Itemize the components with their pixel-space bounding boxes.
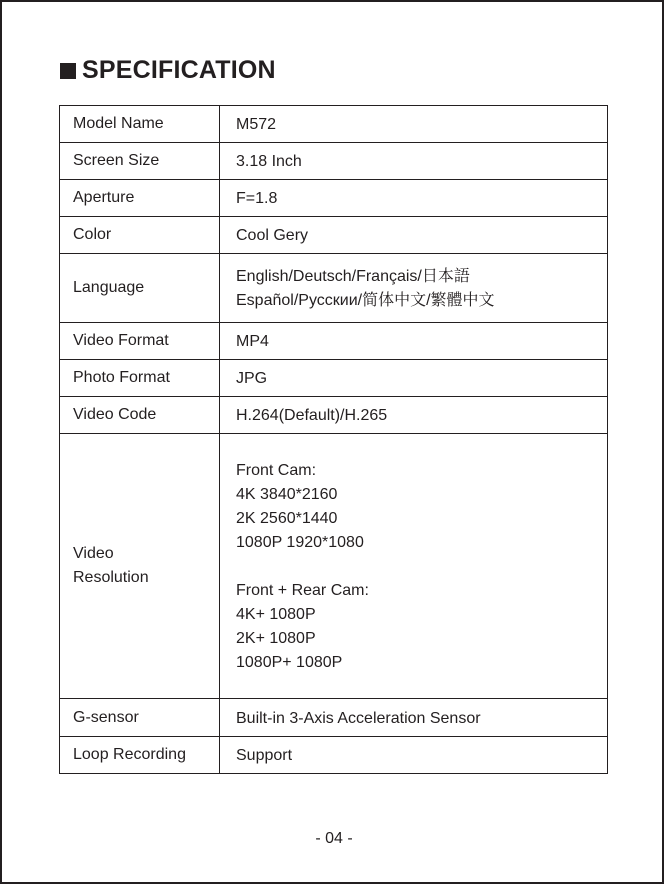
bullet-square-icon [60, 63, 76, 79]
spec-label: Video Code [60, 397, 220, 434]
language-line: Español/Русскии/简体中文/繁體中文 [236, 292, 495, 309]
spec-label: G-sensor [60, 699, 220, 737]
spec-row-language [60, 254, 608, 323]
spec-row-video-format [60, 323, 608, 360]
spec-label: Screen Size [60, 143, 220, 180]
page-number: - 04 - [315, 830, 353, 847]
spec-label: Loop Recording [60, 737, 220, 774]
spec-label: Language [60, 254, 220, 323]
spec-value: Cool Gery [220, 217, 608, 254]
resolution-item: 2K+ 1080P [236, 630, 316, 647]
resolution-item: 1080P+ 1080P [236, 654, 343, 671]
spec-label: Aperture [60, 180, 220, 217]
resolution-item: 4K 3840*2160 [236, 486, 338, 503]
spec-row-video-code [60, 397, 608, 434]
spec-row-photo-format [60, 360, 608, 397]
spec-value: 3.18 Inch [220, 143, 608, 180]
label-line: Video [73, 545, 114, 562]
spec-label: Photo Format [60, 360, 220, 397]
spec-value: F=1.8 [220, 180, 608, 217]
spec-row-loop-recording [60, 737, 608, 774]
resolution-item: 4K+ 1080P [236, 606, 316, 623]
spec-row-aperture [60, 180, 608, 217]
spec-value: JPG [220, 360, 608, 397]
spec-label: Video Format [60, 323, 220, 360]
resolution-item: 2K 2560*1440 [236, 510, 338, 527]
resolution-group-title: Front + Rear Cam: [236, 582, 369, 599]
language-line: English/Deutsch/Français/日本語 [236, 268, 470, 285]
spec-value: Support [220, 737, 608, 774]
spec-value: M572 [220, 106, 608, 143]
spec-label [60, 434, 220, 699]
resolution-group-title: Front Cam: [236, 462, 317, 479]
spec-row-screen-size [60, 143, 608, 180]
spec-label: Model Name [60, 106, 220, 143]
spec-row-video-resolution [60, 434, 608, 699]
spec-row-g-sensor [60, 699, 608, 737]
section-title: SPECIFICATION [82, 56, 276, 84]
spacer [236, 555, 607, 579]
spec-row-color [60, 217, 608, 254]
label-line: Resolution [73, 569, 149, 586]
resolution-item: 1080P 1920*1080 [236, 534, 364, 551]
spec-value [220, 434, 608, 699]
spec-label: Color [60, 217, 220, 254]
spec-row-model-name [60, 106, 608, 143]
spec-value: H.264(Default)/H.265 [220, 397, 608, 434]
spec-value: MP4 [220, 323, 608, 360]
section-heading [60, 56, 276, 85]
spec-table [59, 105, 608, 774]
spec-value [220, 254, 608, 323]
spec-value: Built-in 3-Axis Acceleration Sensor [220, 699, 608, 737]
